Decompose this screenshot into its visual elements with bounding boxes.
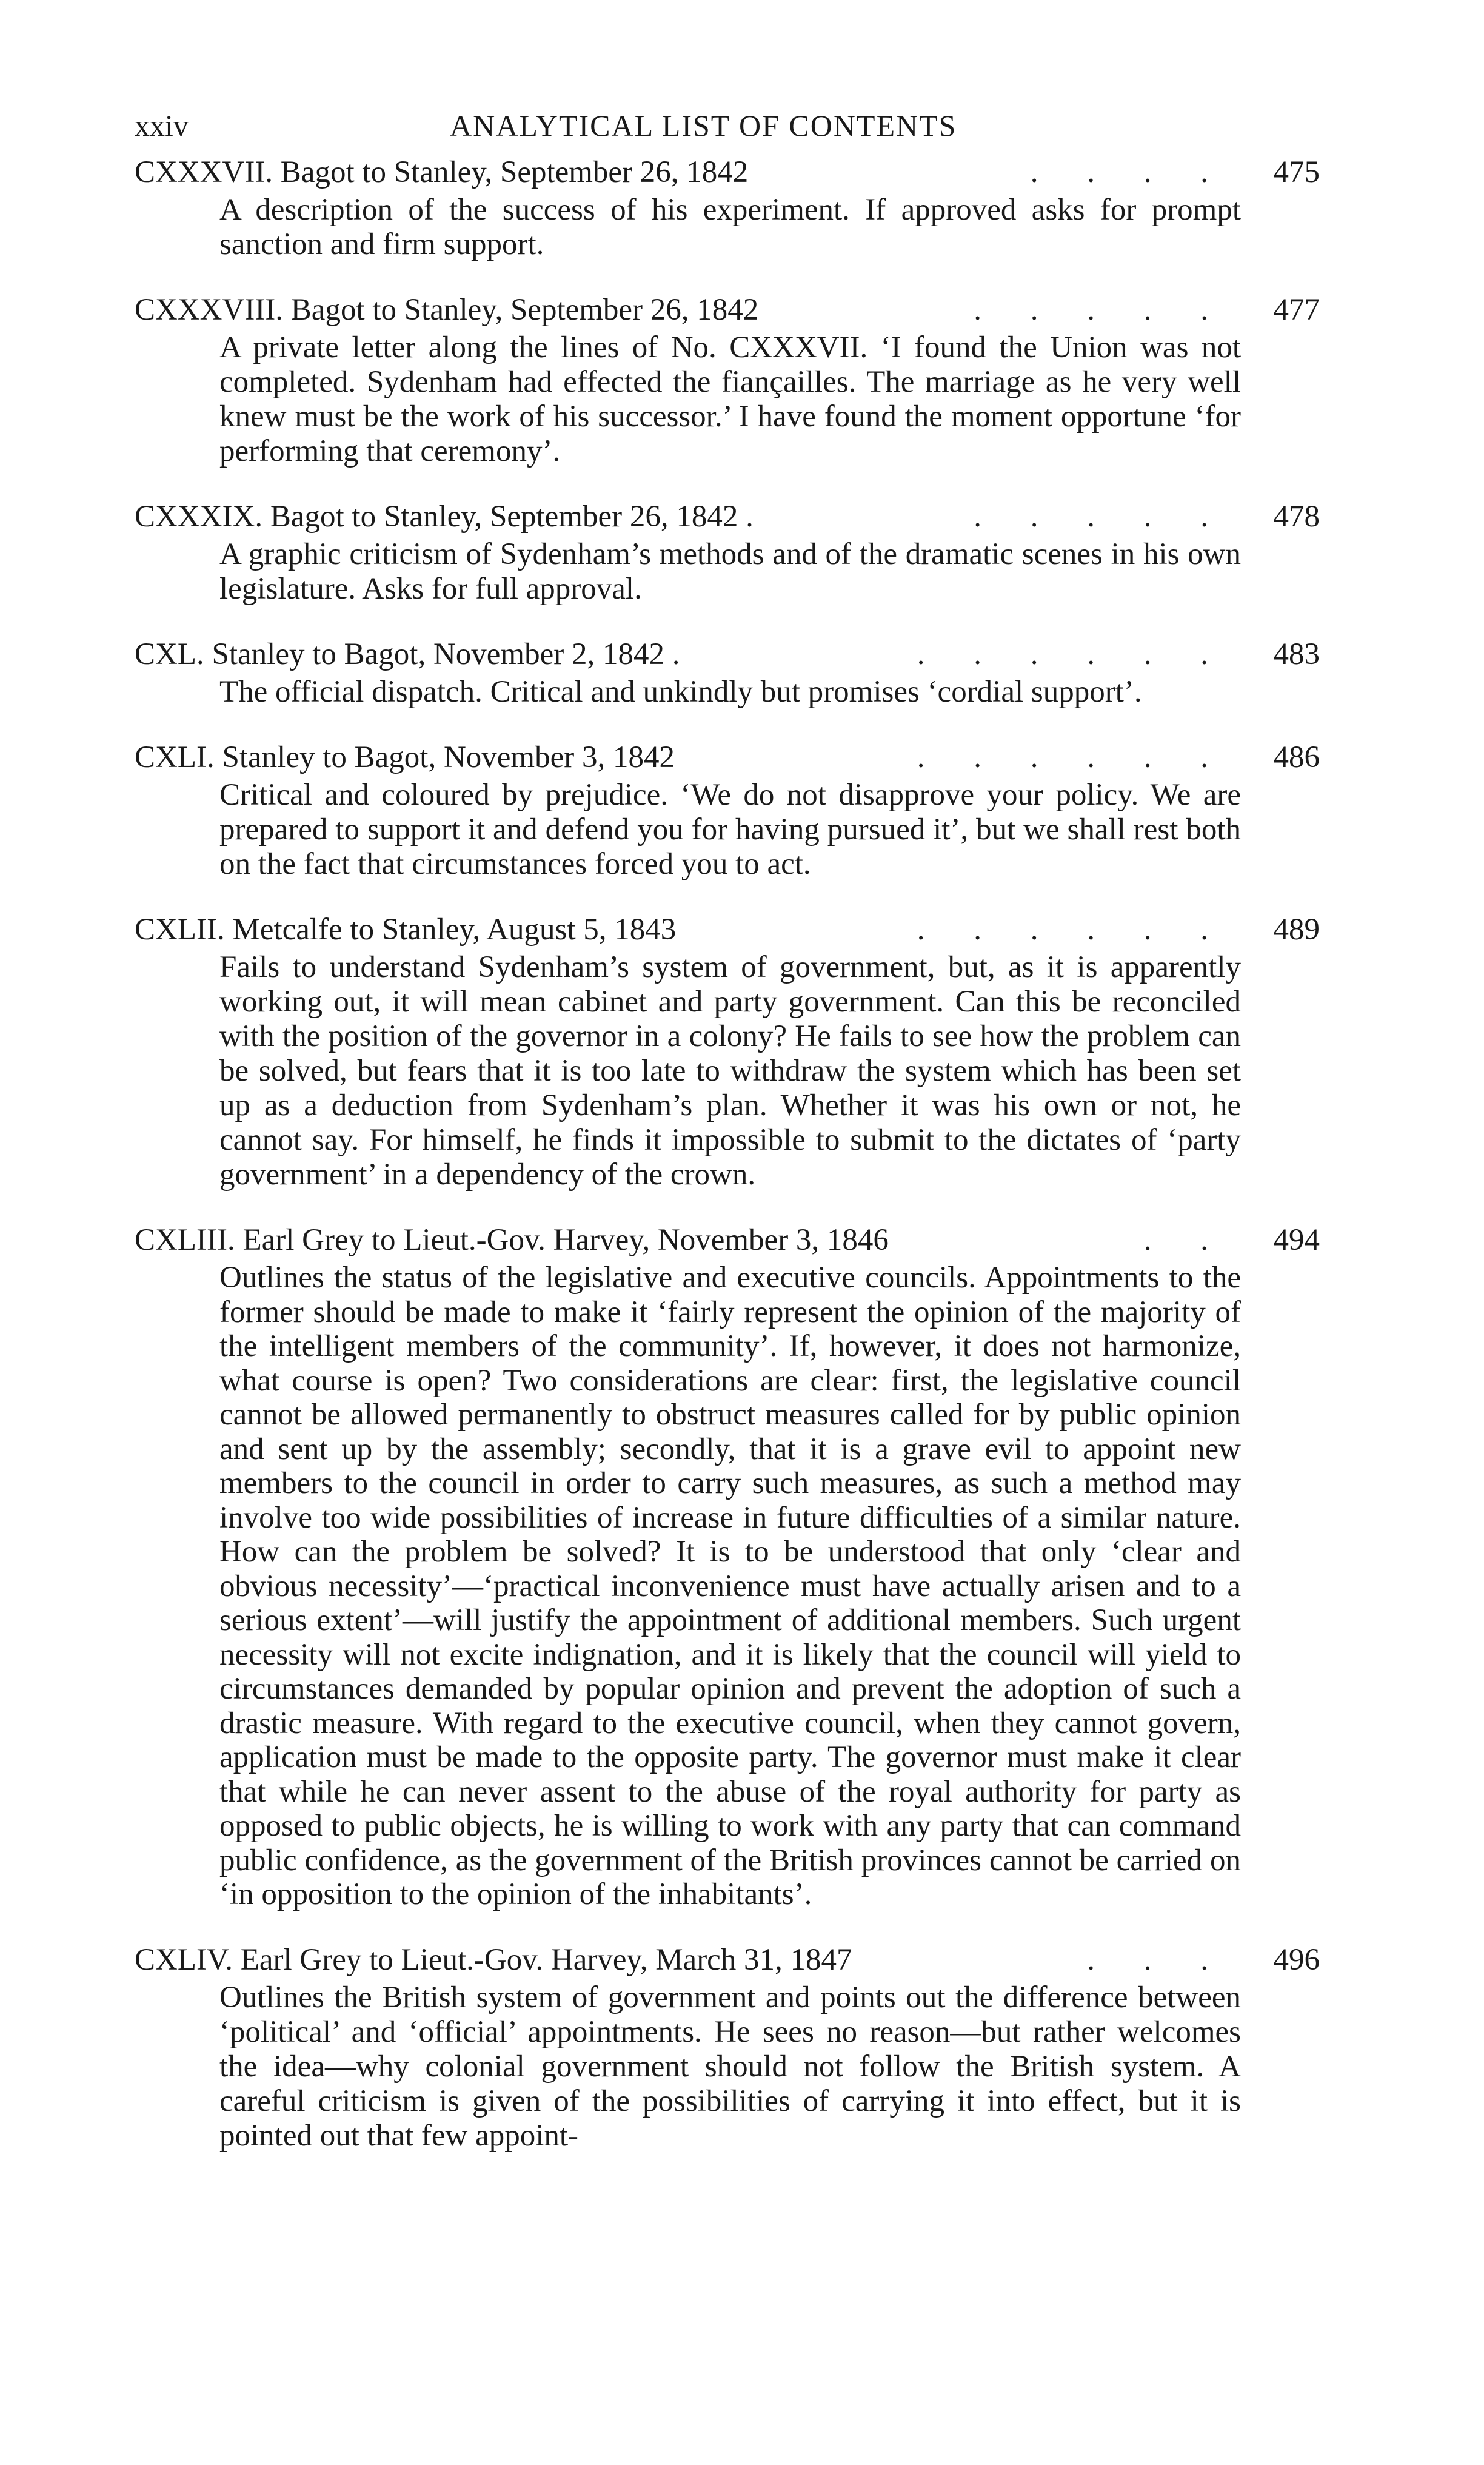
entry-heading-line bbox=[135, 634, 1320, 675]
contents-entry bbox=[135, 634, 1320, 709]
entry-summary: A graphic criticism of Sydenham’s methods and of the dramatic scenes in his own legislature. Asks for full approval. bbox=[219, 537, 1241, 606]
dot-leaders: . . bbox=[1143, 1223, 1229, 1257]
contents-entry bbox=[135, 1939, 1320, 2153]
contents-entry bbox=[135, 737, 1320, 882]
dot-leaders: . . . bbox=[1087, 1942, 1229, 1977]
entry-summary: Fails to understand Sydenham’s system of government, but, as it is apparently working out, it will mean cabinet and party government. Can this be reconciled with the position of the governor in a colony? He fails to see how the problem can be solved, but fears that it is too late to withdraw the system which has been set up as a deduction from Sydenham’s plan. Whether it was his own or not, he cannot say. For himself, he finds it impossible to submit to the dictates of ‘party government’ in a dependency of the crown. bbox=[219, 950, 1241, 1192]
dot-leaders: . . . . . . bbox=[917, 913, 1229, 947]
contents-entry bbox=[135, 909, 1320, 1192]
contents-entry bbox=[135, 152, 1320, 262]
dot-leaders: . . . . bbox=[1030, 155, 1229, 189]
entry-heading-line bbox=[135, 1939, 1320, 1980]
page-folio: xxiv bbox=[135, 109, 189, 143]
entry-page-number: 494 bbox=[1273, 1223, 1320, 1257]
running-head bbox=[135, 108, 1320, 150]
entry-summary: Outlines the status of the legislative and executive councils. Appointments to the former should be made to make it ‘fairly represent the opinion of the majority of the intelligent members of the community’. If, however, it does not harmonize, what course is open? Two considerations are clear: first, the legislative council cannot be allowed permanently to obstruct measures called for by public opinion and sent up by the assembly; secondly, that it is a grave evil to appoint new members to the council in order to carry such measures, as such a method may involve too wide possibilities of increase in future difficulties of a similar nature. How can the problem be solved? It is to be understood that only ‘clear and obvious necessity’—‘practical inconvenience must have actually arisen and to a serious extent’—will justify the appointment of additional members. Such urgent necessity will not excite indignation, and it is likely that the council will yield to circumstances demanded by popular opinion and prevent the adoption of such a drastic measure. With regard to the executive council, when they cannot govern, application must be made to the opposite party. The governor must make it clear that while he can never assent to the abuse of the royal authority for party as opposed to public objects, he is willing to work with any party that can command public confidence, as the government of the British provinces cannot be carried on ‘in opposition to the opinion of the inhabitants’. bbox=[219, 1261, 1241, 1911]
contents-entry bbox=[135, 289, 1320, 469]
entry-page-number: 489 bbox=[1273, 913, 1320, 947]
entry-heading-line bbox=[135, 1219, 1320, 1261]
entry-heading: CXL. Stanley to Bagot, November 2, 1842 . bbox=[135, 637, 680, 671]
running-head-title: ANALYTICAL LIST OF CONTENTS bbox=[450, 109, 957, 143]
contents-entry bbox=[135, 1219, 1320, 1912]
entry-page-number: 496 bbox=[1273, 1942, 1320, 1977]
dot-leaders: . . . . . bbox=[974, 293, 1229, 327]
entry-heading-line bbox=[135, 152, 1320, 193]
entry-summary: The official dispatch. Critical and unkindly but promises ‘cordial support’. bbox=[219, 675, 1142, 709]
dot-leaders: . . . . . . bbox=[917, 637, 1229, 671]
entry-page-number: 486 bbox=[1273, 740, 1320, 774]
entry-heading: CXLIII. Earl Grey to Lieut.-Gov. Harvey, November 3, 1846 bbox=[135, 1223, 889, 1257]
contents-entry bbox=[135, 496, 1320, 606]
entry-page-number: 475 bbox=[1273, 155, 1320, 189]
entry-heading-line bbox=[135, 496, 1320, 537]
contents-list bbox=[135, 152, 1320, 2181]
entry-summary: A private letter along the lines of No. CXXXVII. ‘I found the Union was not completed. Sydenham had effected the fiançailles. The marriage as he very well knew must be the work of his successor.’ I have found the moment opportune ‘for performing that ceremony’. bbox=[219, 330, 1241, 468]
entry-heading: CXLIV. Earl Grey to Lieut.-Gov. Harvey, March 31, 1847 bbox=[135, 1942, 852, 1977]
entry-summary: Outlines the British system of government and points out the difference between ‘political’ and ‘official’ appointments. He sees no reason—but rather welcomes the idea—why colonial government should not follow the British system. A careful criticism is given of the possibilities of carrying it into effect, but it is pointed out that few appoint- bbox=[219, 1980, 1241, 2153]
entry-summary: A description of the success of his experiment. If approved asks for prompt sanction and firm support. bbox=[219, 193, 1241, 261]
entry-page-number: 478 bbox=[1273, 500, 1320, 534]
entry-heading: CXLII. Metcalfe to Stanley, August 5, 1843 bbox=[135, 913, 677, 947]
entry-heading: CXXXVII. Bagot to Stanley, September 26, 1842 bbox=[135, 155, 749, 189]
entry-heading: CXXXIX. Bagot to Stanley, September 26, 1842 . bbox=[135, 500, 754, 534]
entry-page-number: 483 bbox=[1273, 637, 1320, 671]
dot-leaders: . . . . . bbox=[974, 500, 1229, 534]
entry-page-number: 477 bbox=[1273, 293, 1320, 327]
dot-leaders: . . . . . . bbox=[917, 740, 1229, 774]
entry-heading: CXXXVIII. Bagot to Stanley, September 26, 1842 bbox=[135, 293, 759, 327]
entry-heading-line bbox=[135, 289, 1320, 330]
entry-heading: CXLI. Stanley to Bagot, November 3, 1842 bbox=[135, 740, 675, 774]
entry-heading-line bbox=[135, 737, 1320, 778]
entry-summary: Critical and coloured by prejudice. ‘We do not disapprove your policy. We are prepared to support it and defend you for having pursued it’, but we shall rest both on the fact that circumstances forced you to act. bbox=[219, 778, 1241, 881]
entry-heading-line bbox=[135, 909, 1320, 950]
